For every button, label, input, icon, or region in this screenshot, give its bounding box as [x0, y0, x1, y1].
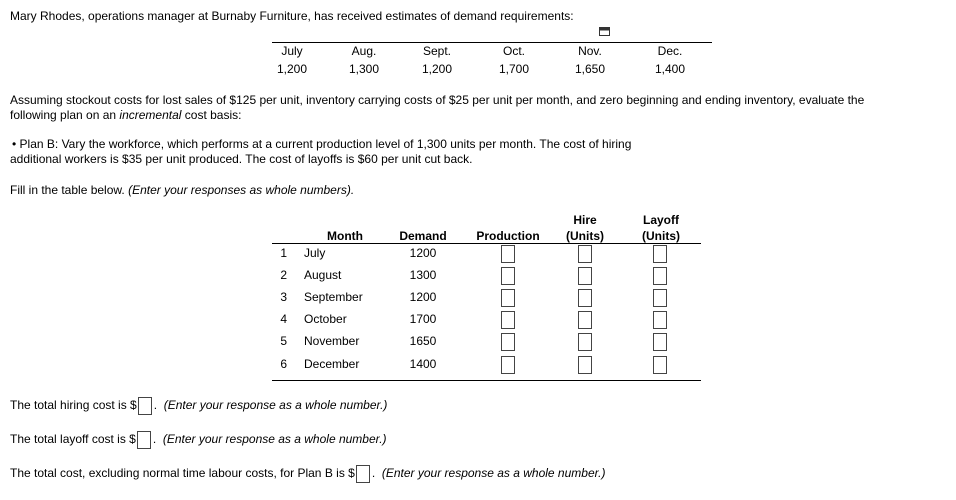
- estimate-value: 1,200: [421, 62, 453, 76]
- estimate-value: 1,200: [276, 62, 308, 76]
- header-hire-units: (Units): [566, 229, 604, 243]
- layoff-input-december[interactable]: [653, 356, 667, 374]
- total-cost-hint: (Enter your response as a whole number.): [381, 466, 606, 480]
- row-demand: 1700: [409, 312, 437, 326]
- production-input-november[interactable]: [501, 333, 515, 351]
- production-input-october[interactable]: [501, 311, 515, 329]
- header-layoff-units: (Units): [642, 229, 680, 243]
- header-layoff: Layoff: [643, 213, 679, 227]
- hire-input-september[interactable]: [578, 289, 592, 307]
- total-cost-label: The total cost, excluding normal time labour costs, for Plan B is $: [10, 466, 355, 480]
- hire-input-august[interactable]: [578, 267, 592, 285]
- estimate-month: July: [281, 44, 303, 58]
- row-number: 4: [280, 312, 287, 326]
- row-month: October: [304, 312, 347, 326]
- estimate-month: Nov.: [578, 44, 602, 58]
- estimate-month: Oct.: [502, 44, 525, 58]
- hire-input-november[interactable]: [578, 333, 592, 351]
- row-month: November: [304, 334, 360, 348]
- production-input-july[interactable]: [501, 245, 515, 263]
- row-demand: 1200: [409, 246, 437, 260]
- hire-input-july[interactable]: [578, 245, 592, 263]
- total-hiring-input[interactable]: [138, 397, 152, 415]
- layoff-input-october[interactable]: [653, 311, 667, 329]
- header-hire: Hire: [573, 213, 597, 227]
- hire-input-december[interactable]: [578, 356, 592, 374]
- header-month: Month: [327, 229, 363, 243]
- layoff-input-july[interactable]: [653, 245, 667, 263]
- production-input-september[interactable]: [501, 289, 515, 307]
- bullet-icon: •: [12, 137, 17, 151]
- estimate-value: 1,700: [498, 62, 530, 76]
- fill-in-hint: (Enter your responses as whole numbers).: [128, 183, 355, 197]
- hire-input-october[interactable]: [578, 311, 592, 329]
- layoff-input-august[interactable]: [653, 267, 667, 285]
- row-month: August: [304, 268, 342, 282]
- row-number: 3: [280, 290, 287, 304]
- estimate-month: Aug.: [351, 44, 377, 58]
- estimate-month: Dec.: [657, 44, 683, 58]
- row-demand: 1300: [409, 268, 437, 282]
- estimate-value: 1,300: [348, 62, 380, 76]
- row-demand: 1650: [409, 334, 437, 348]
- fill-in-instruction: [10, 183, 354, 197]
- plan-b-table: [272, 212, 701, 381]
- production-input-august[interactable]: [501, 267, 515, 285]
- total-hiring-label: The total hiring cost is $: [10, 398, 137, 412]
- period: .: [152, 432, 157, 446]
- assumption-line-1: Assuming stockout costs for lost sales of $125 per unit, inventory carrying costs of $25 per unit per month, and zero beginning and ending inventory, evaluate the: [10, 93, 865, 107]
- estimate-month: Sept.: [422, 44, 452, 58]
- header-divider: [272, 243, 701, 244]
- intro-text: Mary Rhodes, operations manager at Burnaby Furniture, has received estimates of demand requirements:: [10, 9, 574, 23]
- row-month: September: [304, 290, 363, 304]
- layoff-input-november[interactable]: [653, 333, 667, 351]
- row-demand: 1200: [409, 290, 437, 304]
- period: .: [371, 466, 376, 480]
- header-production: Production: [476, 229, 540, 243]
- layoff-input-september[interactable]: [653, 289, 667, 307]
- header-demand: Demand: [399, 229, 447, 243]
- row-number: 6: [280, 357, 287, 371]
- total-layoff-line: [10, 429, 387, 449]
- estimate-value: 1,400: [654, 62, 686, 76]
- total-layoff-label: The total layoff cost is $: [10, 432, 136, 446]
- plan-b-bullet: [12, 137, 631, 152]
- incremental-emphasis: incremental: [119, 108, 182, 122]
- row-number: 2: [280, 268, 287, 282]
- row-month: July: [304, 246, 326, 260]
- row-month: December: [304, 357, 360, 371]
- total-hiring-hint: (Enter your response as a whole number.): [163, 398, 388, 412]
- assumption-line-2: [10, 108, 241, 123]
- row-demand: 1400: [409, 357, 437, 371]
- total-hiring-line: [10, 395, 387, 415]
- clipboard-icon[interactable]: [599, 27, 610, 36]
- total-layoff-input[interactable]: [137, 431, 151, 449]
- estimate-value: 1,650: [574, 62, 606, 76]
- demand-estimates-table: [272, 42, 712, 76]
- total-layoff-hint: (Enter your response as a whole number.): [162, 432, 387, 446]
- total-cost-input[interactable]: [356, 465, 370, 483]
- row-number: 5: [280, 334, 287, 348]
- plan-b-line-1: Plan B: Vary the workforce, which performs at a current production level of 1,300 units per month. The cost of hiring: [19, 137, 632, 151]
- production-input-december[interactable]: [501, 356, 515, 374]
- row-number: 1: [280, 246, 287, 260]
- period: .: [153, 398, 158, 412]
- fill-in-text: Fill in the table below.: [10, 183, 129, 197]
- assumption-text: following plan on an: [10, 108, 120, 122]
- plan-b-line-2: additional workers is $35 per unit produced. The cost of layoffs is $60 per unit cut back.: [10, 152, 473, 166]
- total-cost-line: [10, 463, 606, 483]
- assumption-text: cost basis:: [181, 108, 242, 122]
